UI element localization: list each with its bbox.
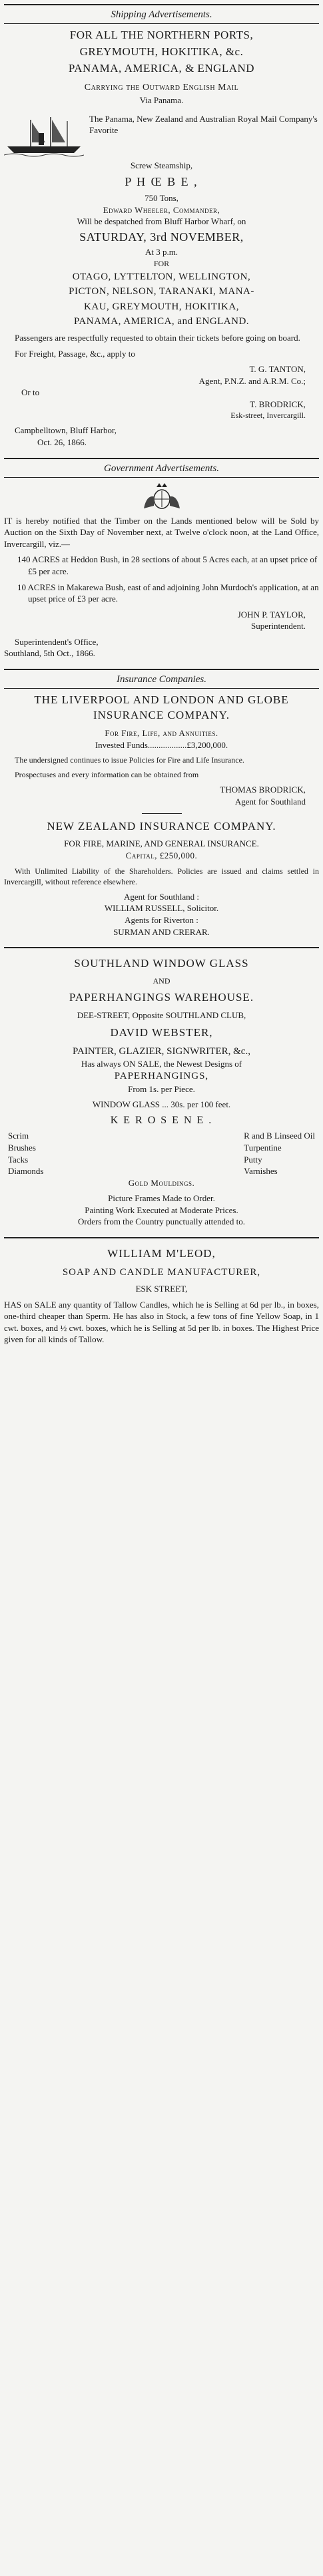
nz-insurance-capital: Capital, £250,000. bbox=[125, 850, 198, 861]
nz-agent-label: Agent for Southland : bbox=[123, 891, 199, 902]
nz-riverton-agents: SURMAN AND CRERAR. bbox=[113, 926, 210, 937]
list-item: Brushes bbox=[8, 1142, 36, 1153]
agent1-role: Agent, P.N.Z. and A.R.M. Co.; bbox=[198, 375, 306, 386]
headline-panama: PANAMA, AMERICA, & ENGLAND bbox=[68, 62, 255, 75]
nz-agent: WILLIAM RUSSELL, Solicitor. bbox=[104, 903, 219, 914]
government-signer: JOHN P. TAYLOR, bbox=[237, 609, 306, 620]
glass-paper-price: From 1s. per Piece. bbox=[128, 1083, 195, 1094]
ports-line-3: KAU, GREYMOUTH, HOKITIKA, bbox=[84, 301, 239, 312]
government-office: Superintendent's Office, bbox=[15, 636, 99, 647]
ship-intro-text: The Panama, New Zealand and Australian Royal Mail Company's Favorite bbox=[89, 113, 318, 136]
glass-owner: DAVID WEBSTER, bbox=[110, 1025, 213, 1039]
glass-paper: PAPERHANGINGS, bbox=[114, 1071, 209, 1082]
liverpool-title: THE LIVERPOOL AND LONDON AND GLOBE INSURANCE COMPANY. bbox=[34, 693, 289, 722]
glass-title2: PAPERHANGINGS WAREHOUSE. bbox=[69, 991, 254, 1004]
government-signer-role: Superintendent. bbox=[251, 621, 306, 632]
list-item: Tacks bbox=[8, 1154, 29, 1165]
agent2-address: Esk-street, Invercargill. bbox=[230, 411, 306, 421]
ship-name: P H Œ B E , bbox=[125, 175, 198, 189]
or-to: Or to bbox=[21, 387, 40, 398]
government-office-date: Southland, 5th Oct., 1866. bbox=[4, 648, 95, 659]
mcleod-title1: WILLIAM M'LEOD, bbox=[107, 1246, 216, 1260]
agent1-name: T. G. TANTON, bbox=[249, 364, 306, 375]
steamship-icon bbox=[4, 113, 84, 160]
nz-insurance-for: FOR FIRE, MARINE, AND GENERAL INSURANCE. bbox=[64, 838, 259, 849]
liverpool-funds: Invested Funds..................£3,200,000. bbox=[95, 739, 228, 750]
insurance-advertisements bbox=[4, 669, 319, 938]
lot-makarewa-bush: 10 ACRES in Makarewa Bush, east of and adjoining John Murdoch's application, at an upset price of £3 per acre. bbox=[17, 582, 319, 604]
freight-line: For Freight, Passage, &c., apply to bbox=[15, 348, 135, 359]
glass-items-right bbox=[244, 1130, 315, 1177]
via-panama: Via Panama. bbox=[139, 94, 184, 105]
royal-crest-icon bbox=[139, 482, 185, 511]
screw-steamship: Screw Steamship, bbox=[130, 160, 193, 170]
mcleod-advertisement bbox=[4, 1237, 319, 1346]
ship-tonnage: 750 Tons, bbox=[145, 193, 178, 204]
agent2-name: T. BRODRICK, bbox=[250, 399, 306, 409]
ports-line-4: PANAMA, AMERICA, and ENGLAND. bbox=[73, 315, 250, 327]
nz-insurance-text: With Unlimited Liability of the Shareholders. Policies are issued and claims settled in Invercargill, without reference elsewhere. bbox=[4, 866, 319, 886]
lot-heddon-bush: 140 ACRES at Heddon Bush, in 28 sections of about 5 Acres each, at an upset price of £5 per acre. bbox=[17, 554, 318, 577]
nz-insurance-title: NEW ZEALAND INSURANCE COMPANY. bbox=[47, 819, 276, 832]
tickets-notice: Passengers are respectfully requested to obtain their tickets before going on board. bbox=[15, 333, 300, 343]
list-item: Varnishes bbox=[244, 1166, 278, 1177]
government-advertisement bbox=[4, 458, 319, 659]
headline-northern-ports: FOR ALL THE NORTHERN PORTS, bbox=[69, 29, 254, 42]
liverpool-text1: The undersigned continues to issue Policies for Fire and Life Insurance. bbox=[15, 755, 244, 765]
shipping-advertisement bbox=[4, 4, 319, 449]
mcleod-title2: SOAP AND CANDLE MANUFACTURER, bbox=[62, 1266, 261, 1278]
list-item: Scrim bbox=[8, 1131, 29, 1141]
glass-frames: Picture Frames Made to Order. bbox=[108, 1193, 215, 1204]
sailing-date: SATURDAY, 3rd NOVEMBER, bbox=[79, 230, 244, 244]
nz-riverton-label: Agents for Riverton : bbox=[125, 915, 198, 926]
shipping-place: Campbelltown, Bluff Harbor, bbox=[15, 425, 117, 436]
section-header-shipping: Shipping Advertisements. bbox=[4, 4, 319, 24]
glass-kerosene: K E R O S E N E . bbox=[110, 1114, 213, 1126]
glass-address: DEE-STREET, Opposite SOUTHLAND CLUB, bbox=[77, 1010, 246, 1021]
headline-greymouth: GREYMOUTH, HOKITIKA, &c. bbox=[79, 45, 244, 59]
sailing-time: At 3 p.m. bbox=[145, 247, 178, 258]
mcleod-text: HAS on SALE any quantity of Tallow Candles, which he is Selling at 6d per lb., in boxes, one-third cheaper than Sperm. He has also in Stock, a few tons of fine Yellow Soap, in 1 cwt. boxes, and ½ cwt. boxes, which he is Selling at 5d per lb. in boxes. The Highest Price given for all kinds of Tallow. bbox=[4, 1299, 319, 1345]
ports-line-1: OTAGO, LYTTELTON, WELLINGTON, bbox=[72, 272, 251, 283]
divider bbox=[142, 813, 182, 814]
glass-orders: Orders from the Country punctually attended to. bbox=[78, 1216, 245, 1227]
glass-and: AND bbox=[153, 976, 170, 986]
glass-title1: SOUTHLAND WINDOW GLASS bbox=[74, 957, 249, 970]
glass-items bbox=[4, 1130, 319, 1177]
mail-line: Carrying the Outward English Mail bbox=[84, 83, 239, 93]
glass-items-left bbox=[8, 1130, 43, 1177]
section-header-insurance: Insurance Companies. bbox=[4, 669, 319, 689]
shipping-date: Oct. 26, 1866. bbox=[37, 437, 87, 448]
liverpool-for: For Fire, Life, and Annuities. bbox=[105, 727, 218, 738]
glass-has: Has always ON SALE, the Newest Designs of bbox=[81, 1058, 242, 1069]
glass-window: WINDOW GLASS ... 30s. per 100 feet. bbox=[92, 1099, 231, 1110]
ship-intro-row bbox=[4, 113, 319, 160]
list-item: R and B Linseed Oil bbox=[244, 1131, 315, 1141]
liverpool-text2: Prospectuses and every information can be obtained from bbox=[15, 770, 199, 780]
timber-notice: IT is hereby notified that the Timber on the Lands mentioned below will be Sold by Auction on the Sixth Day of November next, at Twelve o'clock noon, at the Land Office, Invercargill, viz.— bbox=[4, 515, 319, 549]
despatch-line: Will be despatched from Bluff Harbor Wharf, on bbox=[77, 216, 246, 227]
glass-gold: Gold Mouldings. bbox=[128, 1177, 195, 1188]
mcleod-street: ESK STREET, bbox=[135, 1283, 188, 1294]
ports-line-2: PICTON, NELSON, TARANAKI, MANA- bbox=[69, 286, 254, 297]
ship-commander: Edward Wheeler, Commander, bbox=[103, 204, 220, 215]
liverpool-agent: THOMAS BRODRICK, bbox=[220, 785, 306, 795]
list-item: Turpentine bbox=[244, 1142, 282, 1153]
for-label: FOR bbox=[153, 258, 170, 268]
list-item: Putty bbox=[244, 1154, 262, 1165]
list-item: Diamonds bbox=[8, 1166, 44, 1177]
glass-painting: Painting Work Executed at Moderate Prices. bbox=[85, 1204, 238, 1215]
glass-advertisement bbox=[4, 947, 319, 1228]
glass-trade: PAINTER, GLAZIER, SIGNWRITER, &c., bbox=[73, 1045, 250, 1057]
section-header-government: Government Advertisements. bbox=[4, 458, 319, 478]
liverpool-agent-role: Agent for Southland bbox=[234, 796, 306, 807]
